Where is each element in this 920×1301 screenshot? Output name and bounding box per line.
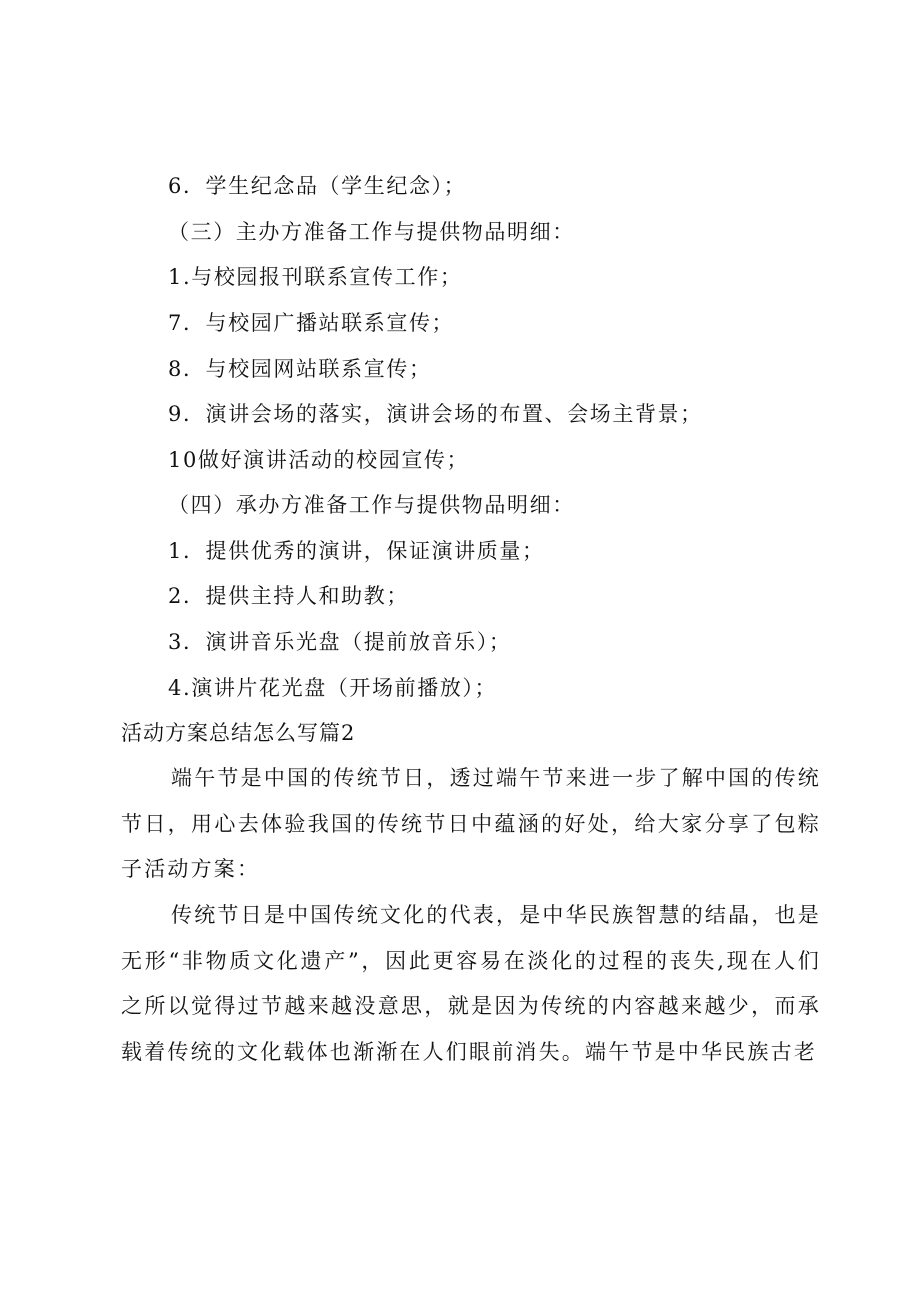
subsection-heading: （四）承办方准备工作与提供物品明细：: [168, 493, 575, 517]
list-item: 1.与校园报刊联系宣传工作；: [168, 265, 463, 289]
body-paragraph: 端午节是中国的传统节日，透过端午节来进一步了解中国的传统节日，用心去体验我国的传统节日中蕴涵的好处，给大家分享了包粽子活动方案：: [121, 766, 821, 881]
list-item: 8．与校园网站联系宣传；: [168, 357, 432, 381]
list-item: 3．演讲音乐光盘（提前放音乐）；: [168, 630, 512, 654]
section-title: 活动方案总结怎么写篇2: [121, 721, 356, 745]
list-item: 6．学生纪念品（学生纪念）；: [168, 174, 467, 198]
list-item: 2．提供主持人和助教；: [168, 584, 409, 608]
subsection-heading: （三）主办方准备工作与提供物品明细：: [168, 220, 575, 244]
list-item: 7．与校园广播站联系宣传；: [168, 311, 455, 335]
list-item: 4.演讲片花光盘（开场前播放）；: [168, 676, 498, 700]
list-item: 1．提供优秀的演讲，保证演讲质量；: [168, 539, 545, 563]
body-paragraph: 传统节日是中国传统文化的代表，是中华民族智慧的结晶，也是无形“非物质文化遗产”，因此更容易在淡化的过程的丧失,现在人们之所以觉得过节越来越没意思，就是因为传统的内容越来越少，而承载着传统的文化载体也渐渐在人们眼前消失。端午节是中华民族古老: [121, 903, 821, 1064]
list-item: 9．演讲会场的落实，演讲会场的布置、会场主背景；: [168, 402, 703, 426]
list-item: 10做好演讲活动的校园宣传；: [168, 448, 470, 472]
